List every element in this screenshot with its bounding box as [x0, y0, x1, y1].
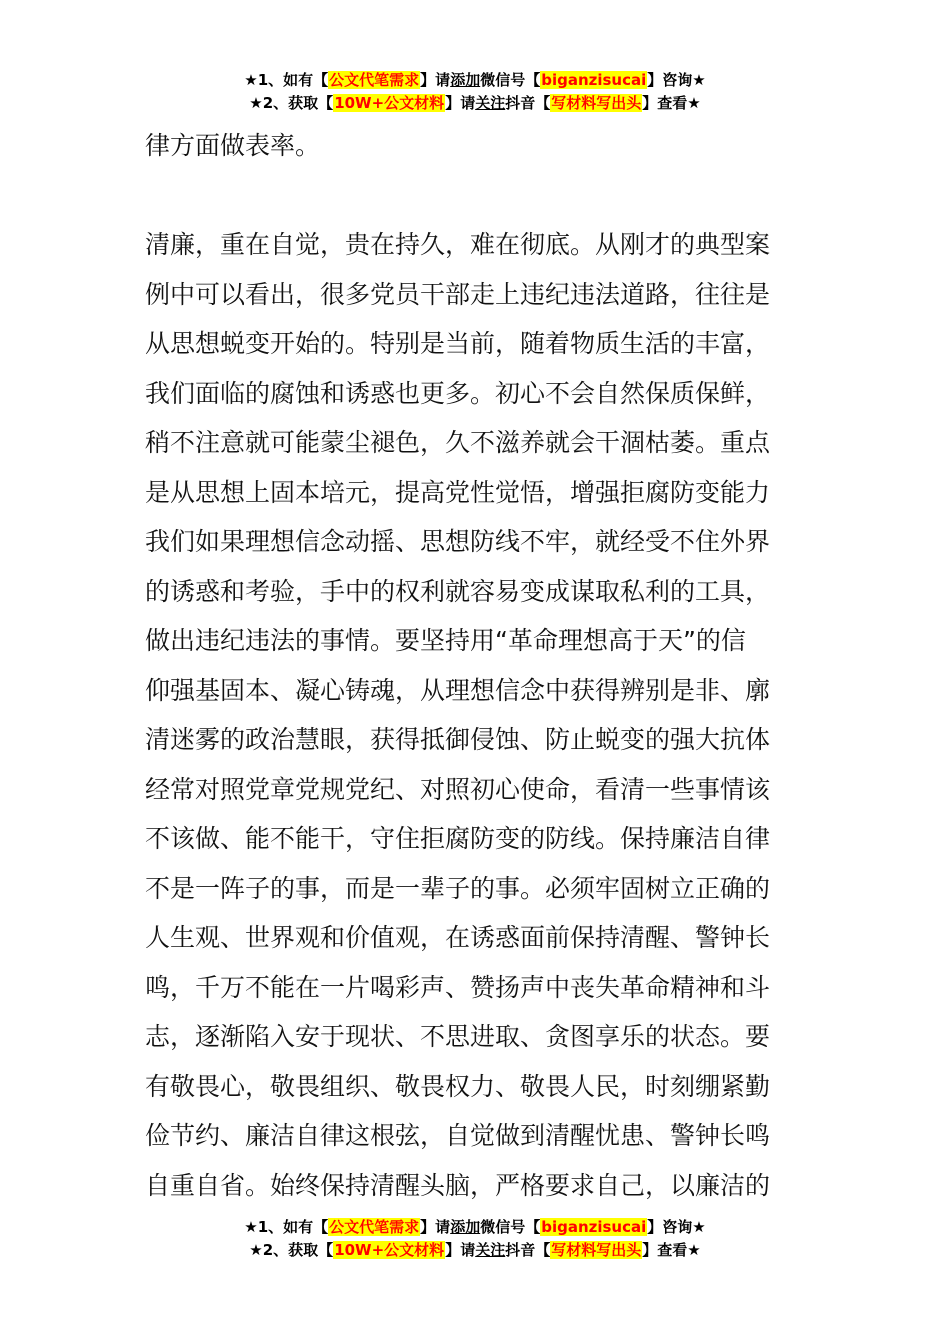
text-line: 是从思想上固本培元，提高党性觉悟，增强拒腐防变能力	[145, 477, 771, 507]
highlight-materials: 10W+公文材料	[334, 94, 445, 112]
footer-banner-line-2: ★2、获取【10W+公文材料】请关注抖音【写材料写出头】查看★	[249, 1241, 701, 1259]
highlight-douyin-account: 写材料写出头	[551, 94, 642, 112]
text-line: 鸣，千万不能在一片喝彩声、赞扬声中丧失革命精神和斗	[145, 972, 771, 1002]
text-line: 做出违纪违法的事情。要坚持用“革命理想高于天”的信	[145, 626, 746, 655]
header-banner	[0, 69, 950, 115]
text-line: 不该做、能不能干，守住拒腐防变的防线。保持廉洁自律	[145, 824, 771, 853]
highlight-wechat-id: biganzisucai	[541, 1218, 647, 1236]
highlight-ghostwriting: 公文代笔需求	[329, 71, 420, 89]
highlight-ghostwriting: 公文代笔需求	[329, 1218, 420, 1236]
text-line: 我们面临的腐蚀和诱惑也更多。初心不会自然保质保鲜，	[145, 378, 771, 408]
highlight-wechat-id: biganzisucai	[541, 71, 647, 89]
text-line: 律方面做表率。	[145, 131, 321, 160]
footer-banner-line-1: ★1、如有【公文代笔需求】请添加微信号【biganzisucai】咨询★	[244, 1218, 706, 1236]
continued-fragment	[145, 121, 810, 171]
text-line: 人生观、世界观和价值观，在诱惑面前保持清醒、警钟长	[145, 923, 771, 952]
text-line: 的诱惑和考验，手中的权利就容易变成谋取私利的工具，	[145, 576, 771, 606]
text-line: 有敬畏心，敬畏组织、敬畏权力、敬畏人民，时刻绷紧勤	[145, 1071, 771, 1101]
text-line: 稍不注意就可能蒙尘褪色，久不滋养就会干涸枯萎。重点	[145, 428, 771, 457]
footer-banner	[0, 1216, 950, 1262]
text-line: 俭节约、廉洁自律这根弦，自觉做到清醒忧患、警钟长鸣	[145, 1121, 771, 1150]
text-line: 自重自省。始终保持清醒头脑，严格要求自己，以廉洁的	[145, 1170, 771, 1200]
text-line: 例中可以看出，很多党员干部走上违纪违法道路，往往是	[145, 279, 771, 309]
text-line: 清廉，重在自觉，贵在持久，难在彻底。从刚才的典型案	[145, 230, 771, 259]
header-banner-line-2: ★2、获取【10W+公文材料】请关注抖音【写材料写出头】查看★	[249, 94, 701, 112]
text-line: 我们如果理想信念动摇、思想防线不牢，就经受不住外界	[145, 527, 771, 556]
text-line: 仰强基固本、凝心铸魂，从理想信念中获得辨别是非、廓	[145, 675, 771, 705]
text-line: 不是一阵子的事，而是一辈子的事。必须牢固树立正确的	[145, 873, 771, 903]
body-paragraph	[145, 220, 810, 1210]
header-banner-line-1: ★1、如有【公文代笔需求】请添加微信号【biganzisucai】咨询★	[244, 71, 706, 89]
text-line: 清迷雾的政治慧眼，获得抵御侵蚀、防止蜕变的强大抗体	[145, 725, 771, 754]
text-line: 志，逐渐陷入安于现状、不思进取、贪图享乐的状态。要	[145, 1022, 771, 1051]
highlight-materials: 10W+公文材料	[334, 1241, 445, 1259]
highlight-douyin-account: 写材料写出头	[551, 1241, 642, 1259]
text-line: 从思想蜕变开始的。特别是当前，随着物质生活的丰富，	[145, 329, 771, 358]
text-line: 经常对照党章党规党纪、对照初心使命，看清一些事情该	[145, 774, 771, 804]
